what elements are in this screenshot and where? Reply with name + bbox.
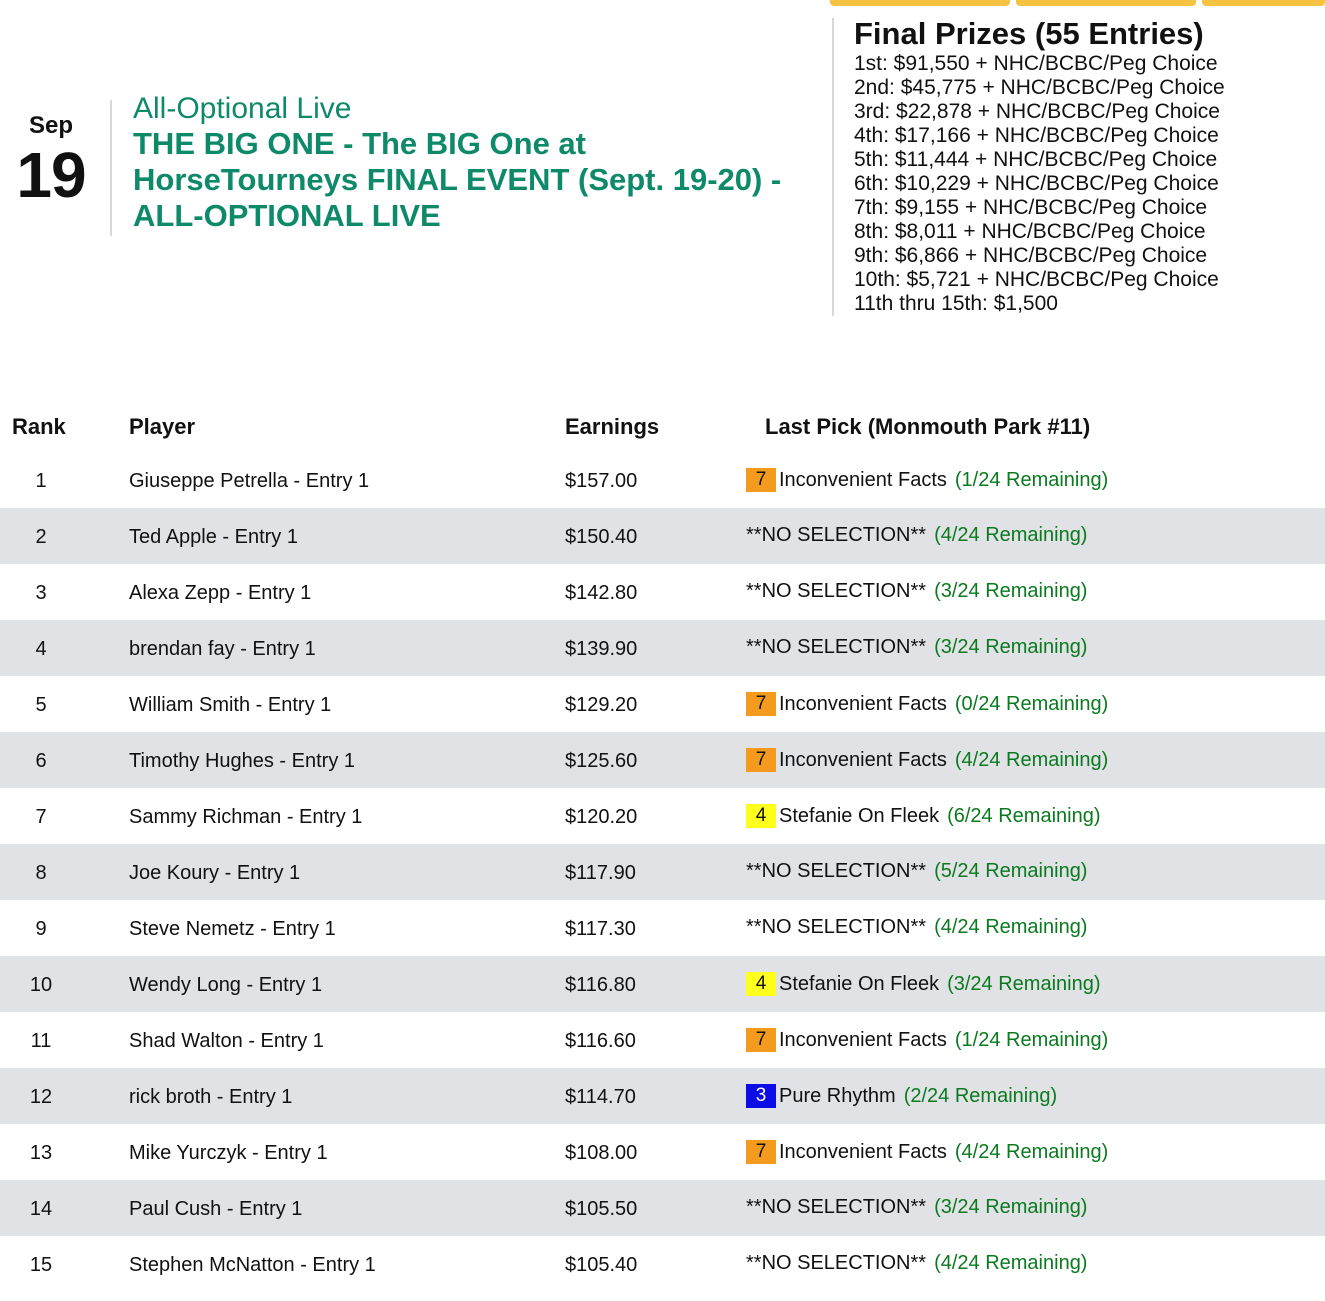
row-player[interactable]: Mike Yurczyk - Entry 1 [129, 1142, 328, 1164]
row-player[interactable]: Shad Walton - Entry 1 [129, 1030, 324, 1052]
top-tab[interactable] [830, 0, 1010, 6]
row-rank: 9 [35, 918, 47, 940]
row-player[interactable]: Wendy Long - Entry 1 [129, 974, 323, 996]
table-row[interactable] [0, 620, 1325, 676]
table-row[interactable] [0, 508, 1325, 564]
row-rank: 2 [35, 526, 47, 548]
table-row[interactable] [0, 676, 1325, 732]
picks-remaining: (0/24 Remaining) [954, 692, 1109, 715]
event-date [0, 100, 112, 236]
event-month: Sep [28, 112, 73, 139]
pick-name: Stefanie On Fleek [779, 804, 940, 827]
program-number-badge: 7 [746, 468, 776, 492]
row-player[interactable]: Paul Cush - Entry 1 [129, 1198, 303, 1220]
row-earnings: $117.90 [565, 862, 636, 884]
final-prizes [832, 18, 1225, 316]
pick-name: Pure Rhythm [779, 1084, 896, 1107]
row-rank: 1 [35, 470, 47, 492]
top-tab-strip [830, 0, 1325, 7]
picks-remaining: (6/24 Remaining) [947, 804, 1101, 827]
header-player[interactable]: Player [129, 414, 196, 439]
row-earnings: $116.60 [565, 1030, 636, 1052]
row-earnings: $129.20 [565, 694, 638, 716]
prize-line: 6th: $10,229 + NHC/BCBC/Peg Choice [854, 172, 1219, 195]
table-row[interactable] [0, 844, 1325, 900]
row-earnings: $117.30 [565, 918, 636, 940]
row-earnings: $142.80 [565, 582, 638, 604]
event-day: 19 [16, 139, 86, 211]
row-earnings: $116.80 [565, 974, 636, 996]
row-last-pick [746, 748, 1108, 772]
row-earnings: $114.70 [565, 1086, 636, 1108]
prize-line: 5th: $11,444 + NHC/BCBC/Peg Choice [854, 148, 1218, 171]
row-earnings: $139.90 [565, 638, 638, 660]
prize-line: 9th: $6,866 + NHC/BCBC/Peg Choice [854, 244, 1208, 267]
picks-remaining: (4/24 Remaining) [954, 748, 1109, 771]
picks-remaining: (3/24 Remaining) [934, 580, 1088, 602]
row-last-pick [746, 580, 1087, 603]
header-last-pick: Last Pick (Monmouth Park #11) [765, 414, 1091, 439]
row-player[interactable]: Sammy Richman - Entry 1 [129, 806, 363, 828]
table-row[interactable] [0, 1068, 1325, 1124]
pick-name: Inconvenient Facts [779, 748, 947, 771]
row-player[interactable]: Alexa Zepp - Entry 1 [129, 582, 312, 604]
row-earnings: $150.40 [565, 526, 638, 548]
pick-name: Inconvenient Facts [779, 468, 947, 491]
row-earnings: $105.40 [565, 1254, 638, 1276]
table-row[interactable] [0, 452, 1325, 508]
row-earnings: $125.60 [565, 750, 638, 772]
pick-name: **NO SELECTION** [746, 860, 927, 882]
program-number-badge: 4 [746, 972, 776, 996]
row-last-pick [746, 636, 1087, 659]
row-earnings: $120.20 [565, 806, 638, 828]
program-number-badge: 7 [746, 1140, 776, 1164]
table-row[interactable] [0, 788, 1325, 844]
row-rank: 6 [35, 750, 47, 772]
table-row[interactable] [0, 1124, 1325, 1180]
row-player[interactable]: William Smith - Entry 1 [129, 694, 332, 716]
row-rank: 15 [29, 1254, 53, 1276]
program-number-badge: 7 [746, 748, 776, 772]
picks-remaining: (4/24 Remaining) [954, 1140, 1109, 1163]
header-earnings[interactable]: Earnings [565, 414, 660, 439]
table-row[interactable] [0, 1180, 1325, 1236]
pick-name: Inconvenient Facts [779, 692, 947, 715]
row-rank: 10 [29, 974, 53, 996]
program-number-badge: 3 [746, 1084, 776, 1108]
row-last-pick [746, 1196, 1087, 1219]
row-rank: 14 [29, 1198, 53, 1220]
row-last-pick [746, 972, 1101, 996]
picks-remaining: (4/24 Remaining) [934, 1252, 1088, 1274]
leaderboard-header [0, 404, 1325, 452]
pick-name: Inconvenient Facts [779, 1140, 947, 1163]
picks-remaining: (2/24 Remaining) [903, 1084, 1058, 1107]
row-player[interactable]: Ted Apple - Entry 1 [129, 526, 298, 548]
row-earnings: $108.00 [565, 1142, 638, 1164]
event-type: All-Optional Live [133, 92, 352, 125]
row-last-pick [746, 860, 1087, 883]
program-number-badge: 4 [746, 804, 776, 828]
row-last-pick [746, 1084, 1057, 1108]
row-player[interactable]: Stephen McNatton - Entry 1 [129, 1254, 376, 1276]
picks-remaining: (1/24 Remaining) [954, 468, 1109, 491]
table-row[interactable] [0, 1236, 1325, 1292]
row-last-pick [746, 692, 1108, 716]
row-player[interactable]: rick broth - Entry 1 [129, 1086, 293, 1108]
prize-line: 7th: $9,155 + NHC/BCBC/Peg Choice [854, 196, 1208, 219]
prize-line: 8th: $8,011 + NHC/BCBC/Peg Choice [854, 220, 1206, 243]
row-rank: 3 [35, 582, 47, 604]
row-last-pick [746, 468, 1108, 492]
event-title: THE BIG ONE - The BIG One at HorseTourneys FINAL EVENT (Sept. 19-20) - ALL-OPTIONAL LIVE [133, 126, 782, 233]
top-tab[interactable] [1016, 0, 1196, 6]
row-player[interactable]: Timothy Hughes - Entry 1 [129, 750, 356, 772]
row-rank: 5 [35, 694, 47, 716]
row-player[interactable]: Joe Koury - Entry 1 [129, 862, 301, 884]
pick-name: **NO SELECTION** [746, 524, 927, 546]
row-earnings: $157.00 [565, 470, 638, 492]
row-rank: 4 [35, 638, 47, 660]
row-player[interactable]: brendan fay - Entry 1 [129, 638, 316, 660]
picks-remaining: (3/24 Remaining) [934, 636, 1088, 658]
row-player[interactable]: Giuseppe Petrella - Entry 1 [129, 470, 370, 492]
picks-remaining: (4/24 Remaining) [934, 916, 1088, 938]
row-last-pick [746, 804, 1101, 828]
picks-remaining: (4/24 Remaining) [934, 524, 1088, 546]
pick-name: **NO SELECTION** [746, 1196, 927, 1218]
prize-line: 2nd: $45,775 + NHC/BCBC/Peg Choice [854, 76, 1225, 99]
row-last-pick [746, 524, 1087, 547]
table-row[interactable] [0, 1012, 1325, 1068]
row-rank: 13 [29, 1142, 53, 1164]
row-last-pick [746, 916, 1087, 939]
pick-name: **NO SELECTION** [746, 636, 927, 658]
header-rank[interactable]: Rank [12, 414, 66, 439]
final-prizes-title: Final Prizes (55 Entries) [854, 16, 1204, 51]
row-rank: 12 [29, 1086, 53, 1108]
pick-name: Inconvenient Facts [779, 1028, 947, 1051]
row-last-pick [746, 1140, 1108, 1164]
prize-line: 1st: $91,550 + NHC/BCBC/Peg Choice [854, 52, 1218, 75]
pick-name: **NO SELECTION** [746, 1252, 927, 1274]
prize-line: 4th: $17,166 + NHC/BCBC/Peg Choice [854, 124, 1219, 147]
row-player[interactable]: Steve Nemetz - Entry 1 [129, 918, 336, 940]
prize-line: 10th: $5,721 + NHC/BCBC/Peg Choice [854, 268, 1219, 291]
prize-line: 3rd: $22,878 + NHC/BCBC/Peg Choice [854, 100, 1220, 123]
program-number-badge: 7 [746, 1028, 776, 1052]
row-earnings: $105.50 [565, 1198, 638, 1220]
prize-line: 11th thru 15th: $1,500 [854, 292, 1058, 315]
row-rank: 8 [35, 862, 47, 884]
leaderboard-table [0, 404, 1325, 1292]
pick-name: **NO SELECTION** [746, 580, 927, 602]
picks-remaining: (3/24 Remaining) [934, 1196, 1088, 1218]
picks-remaining: (3/24 Remaining) [947, 972, 1101, 995]
picks-remaining: (1/24 Remaining) [954, 1028, 1109, 1051]
top-tab[interactable] [1202, 0, 1325, 6]
pick-name: **NO SELECTION** [746, 916, 927, 938]
pick-name: Stefanie On Fleek [779, 972, 940, 995]
program-number-badge: 7 [746, 692, 776, 716]
row-last-pick [746, 1028, 1108, 1052]
table-row[interactable] [0, 900, 1325, 956]
table-row[interactable] [0, 732, 1325, 788]
table-row[interactable] [0, 956, 1325, 1012]
row-rank: 7 [35, 806, 47, 828]
row-rank: 11 [30, 1030, 52, 1052]
row-last-pick [746, 1252, 1087, 1275]
table-row[interactable] [0, 564, 1325, 620]
picks-remaining: (5/24 Remaining) [934, 860, 1088, 882]
